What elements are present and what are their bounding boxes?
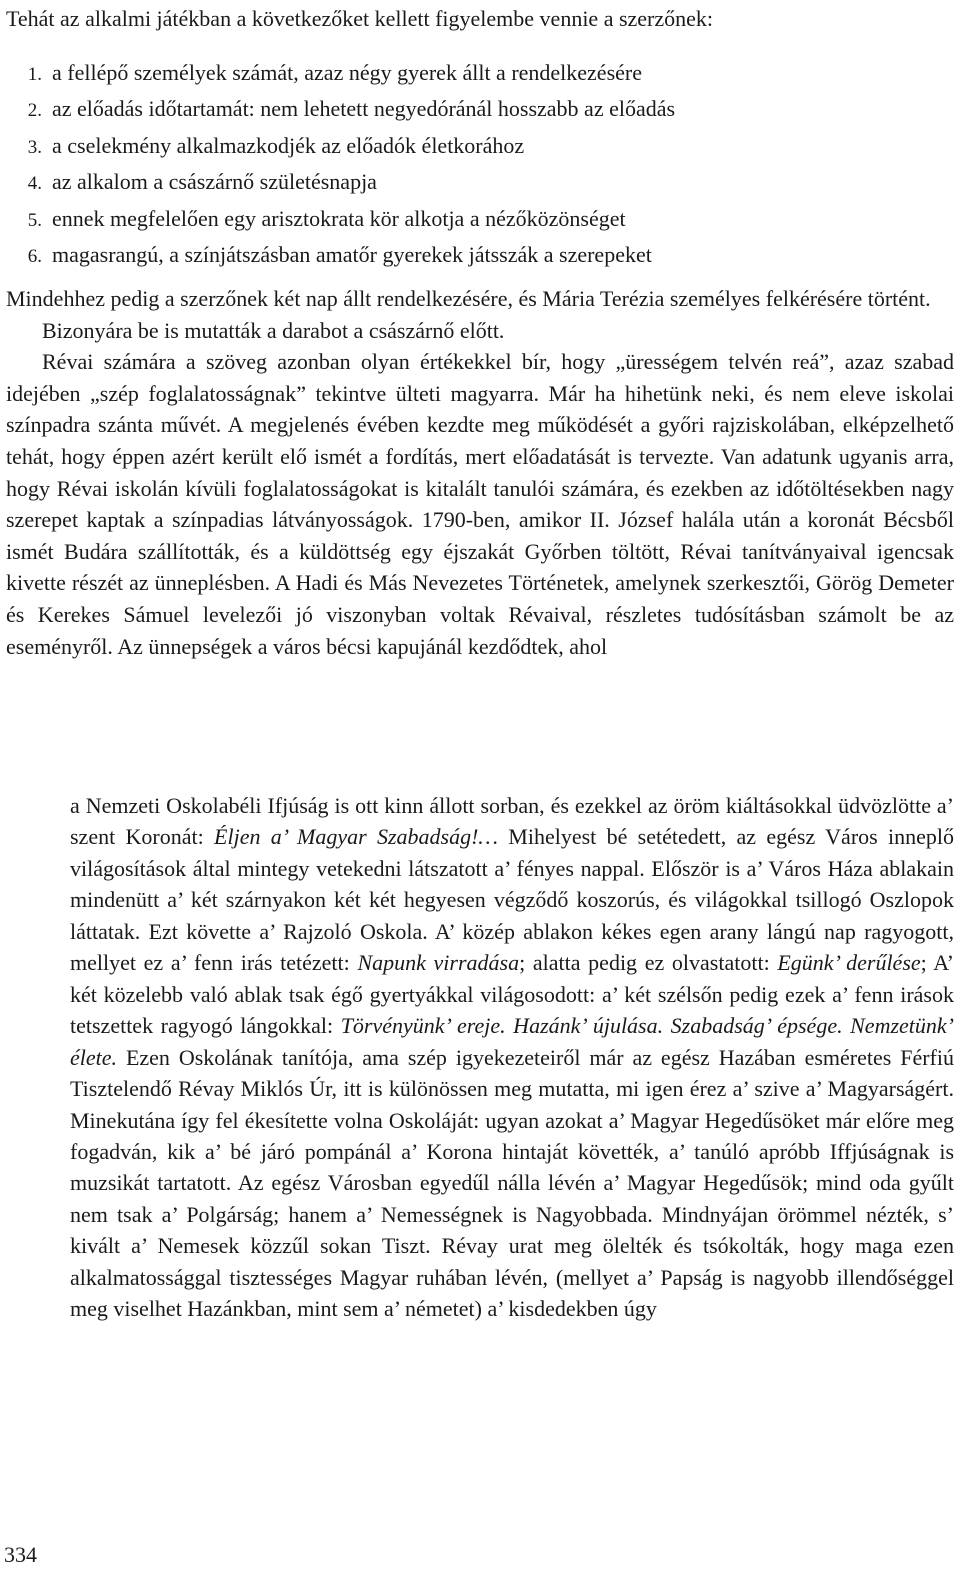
list-item-number: 2. — [27, 100, 42, 122]
quote-text: Ezen Oskolának tanítója, ama szép igyekezeteiről már az egész Hazában esméretes Férfiú Tisztelendő Révay Miklós Úr, itt is különössen meg mutatta, mi igen érez a’ szive a’ Magyarságért. Minekutána így fel ékesítette volna Oskoláját: ugyan azokat a’ Magyar Hegedűsöket már előre meg fogadván, kik a’ bé járó pompánál a’ Korona hintaját követték, a’ tanúló apróbb Iffjúságnak is muzsikát tartatott. Az egész Városban egyedűl nálla lévén a’ Magyar Hegedűsök; mind oda gyűlt nem tsak a’ Polgárság; hanem a’ Nemességnek is Nagyobbada. Mindnyájan örömmel nézték, s’ kivált a’ Nemesek közzűl sokan Tiszt. Révay urat meg ölelték és tsókolták, hogy maga ezen alkalmatossággal tisztességes Magyar ruhában lévén, (mellyet a’ Papság is nagyobb illendőséggel meg viselhet Hazánkban, mint sem a’ németet) a’ kisdedekben úgy — [70, 1044, 954, 1322]
quote-text: Mihelyest bé setétedett, az egész Város inneplő világosítások által mintegy vetekedni látszatott a’ fényes nappal. Először is a’ Város Háza ablakain mindenütt a’ két szárnyakon két két hegyesen végződő koszorús, és világokkal tsillogó Oszlopok láttatak. Ezt követte a’ Rajzoló Oskola. A’ közép ablakon kékes egen arany lángú nap ragyogott, mellyet ez a’ fenn irás tetézett: — [70, 824, 955, 976]
page-number: 334 — [4, 1542, 37, 1567]
body-paragraph: Mindehhez pedig a szerzőnek két nap állt rendelkezésére, és Mária Terézia személyes felkérésére történt. — [6, 286, 931, 311]
list-item-number: 1. — [27, 64, 42, 85]
list-item — [6, 92, 675, 128]
list-item-text: ennek megfelelően egy arisztokrata kör alkotja a nézőközönséget — [52, 205, 626, 231]
quote-italic: Egünk’ derűlése — [777, 950, 921, 976]
body-text — [6, 283, 954, 662]
list-item-text: magasrangú, a színjátszásban amatőr gyerekek játsszák a szerepeket — [52, 242, 652, 268]
quote-italic: Napunk virradása — [357, 950, 520, 976]
list-item — [6, 238, 675, 274]
list-item-number: 4. — [27, 173, 42, 195]
body-paragraph: Révai számára a szöveg azonban olyan értékekkel bír, hogy „ürességem telvén reá”, azaz szabad idejében „szép foglalatosságnak” tekintve ülteti magyarra. Már ha hihetünk neki, és nem eleve iskolai színpadra szánta művét. A megjelenés évében kezdte meg működését a győri rajziskolában, elképzelhető tehát, hogy éppen azért került elő ismét a fordítás, mert előadatását is tervezte. Van adatunk ugyanis arra, hogy Révai iskolán kívüli foglalatosságokat is kitalált tanulói számára, és ezekben az időtöltésekben nagy szerepet kaptak a színpadias látványosságok. 1790-ben, amikor II. József halála után a koronát Bécsből ismét Budára szállították, és a küldöttség egy éjszakát Győrben töltött, Révai tanítványaival igencsak kivette részét az ünneplésben. A Hadi és Más Nevezetes Történetek, amelynek szerkesztői, Görög Demeter és Kerekes Sámuel levelezői jó viszonyban voltak Révaival, részletes tudósításban számolt be az eseményről. Az ünnepségek a város bécsi kapujánál kezdődtek, ahol — [6, 349, 954, 659]
quote-text: a Nemzeti Oskolabéli Ifjúság is ott kinn állott sorban, és ezekkel az öröm kiáltásokkal üdvözlötte a’ szent Koronát: — [70, 793, 954, 850]
block-quote — [70, 790, 954, 1325]
quote-text: ; alatta pedig ez olvastatott: — [519, 950, 778, 976]
quote-text: ; A’ két közelebb való ablak tsak égő gyertyákkal világosodott: a’ két szélsőn pedig ezek a’ fenn irások tetszettek ragyogó lángokkal: — [70, 950, 954, 1039]
list-item — [6, 165, 675, 201]
list-item-text: az alkalom a császárnő születésnapja — [52, 169, 377, 195]
list-item — [6, 202, 675, 238]
list-item-number: 5. — [27, 209, 42, 231]
quote-italic: Éljen a’ Magyar Szabadság!… — [214, 824, 498, 850]
list-item — [6, 129, 675, 165]
list-item — [6, 56, 675, 92]
intro-sentence: Tehát az alkalmi játékban a következőket kellett figyelembe vennie a szerzőnek: — [6, 6, 714, 31]
list-item-number: 6. — [27, 246, 42, 268]
body-paragraph: Bizonyára be is mutatták a darabot a császárnő előtt. — [42, 317, 505, 343]
list-item-text: a cselekmény alkalmazkodjék az előadók életkorához — [52, 132, 525, 158]
list-item-number: 3. — [27, 136, 42, 158]
list-item-text: a fellépő személyek számát, azaz négy gyerek állt a rendelkezésére — [52, 60, 642, 85]
conditions-list — [6, 56, 675, 274]
quote-italic: Törvényünk’ ereje. Hazánk’ újulása. Szabadság’ épsége. Nemzetünk’ élete. — [70, 1013, 954, 1070]
list-item-text: az előadás időtartamát: nem lehetett negyedóránál hosszabb az előadás — [52, 96, 676, 122]
